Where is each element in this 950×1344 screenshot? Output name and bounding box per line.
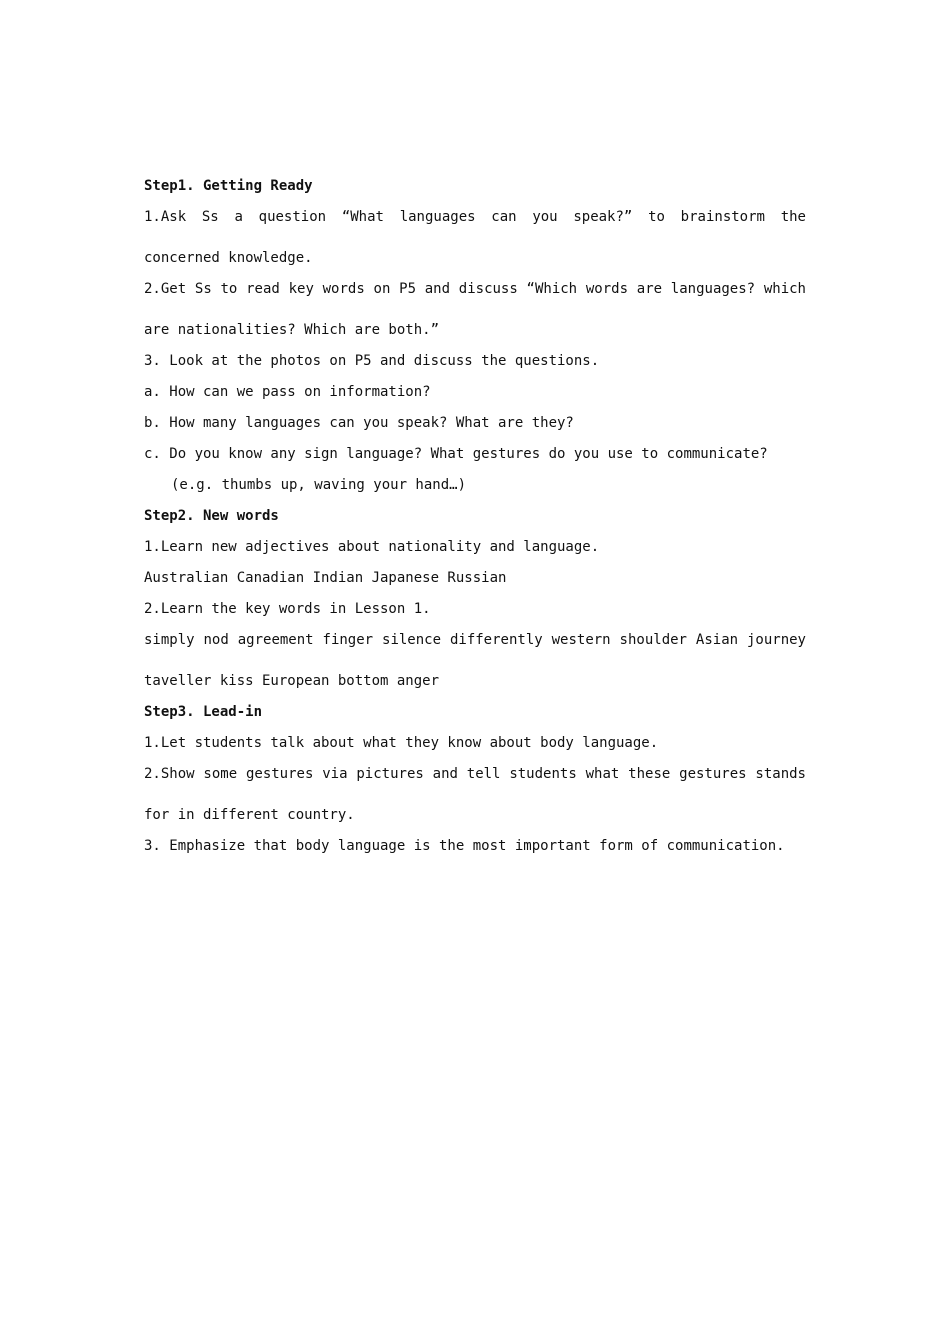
step3-item-2-line1: 2.Show some gestures via pictures and tell students what these gestures stands: [144, 766, 806, 782]
step2-heading: Step2. New words: [144, 508, 279, 524]
step3-item-1: 1.Let students talk about what they know about body language.: [144, 735, 659, 751]
step1-item-3: 3. Look at the photos on P5 and discuss the questions.: [144, 353, 600, 369]
step2-item-2: 2.Learn the key words in Lesson 1.: [144, 601, 431, 617]
step1-question-c: c. Do you know any sign language? What gestures do you use to communicate?: [144, 446, 768, 462]
step1-item-1-line1: 1.Ask Ss a question “What languages can you speak?” to brainstorm the: [144, 209, 806, 225]
step1-item-2-line2: are nationalities? Which are both.”: [144, 322, 440, 338]
step2-keywords-line2: taveller kiss European bottom anger: [144, 673, 440, 689]
step3-item-3: 3. Emphasize that body language is the most important form of communication.: [144, 838, 785, 854]
step1-item-2: [144, 279, 806, 340]
step1-question-b: b. How many languages can you speak? What are they?: [144, 415, 574, 431]
step1-item-1: [144, 207, 806, 268]
step2-keywords-line1: simply nod agreement finger silence differently western shoulder Asian journey: [144, 632, 806, 648]
step2-adjectives: Australian Canadian Indian Japanese Russian: [144, 570, 507, 586]
step2-item-1: 1.Learn new adjectives about nationality and language.: [144, 539, 600, 555]
step1-item-1-line2: concerned knowledge.: [144, 250, 313, 266]
step3-heading: Step3. Lead-in: [144, 704, 263, 720]
step1-item-2-line1: 2.Get Ss to read key words on P5 and discuss “Which words are languages? which: [144, 281, 806, 297]
step1-question-c-example: (e.g. thumbs up, waving your hand…): [171, 477, 467, 493]
step1-question-a: a. How can we pass on information?: [144, 384, 431, 400]
step2-keywords: [144, 630, 806, 691]
step3-item-2: [144, 764, 806, 825]
step3-item-2-line2: for in different country.: [144, 807, 355, 823]
lesson-plan-content: [144, 176, 806, 867]
step1-heading: Step1. Getting Ready: [144, 178, 313, 194]
